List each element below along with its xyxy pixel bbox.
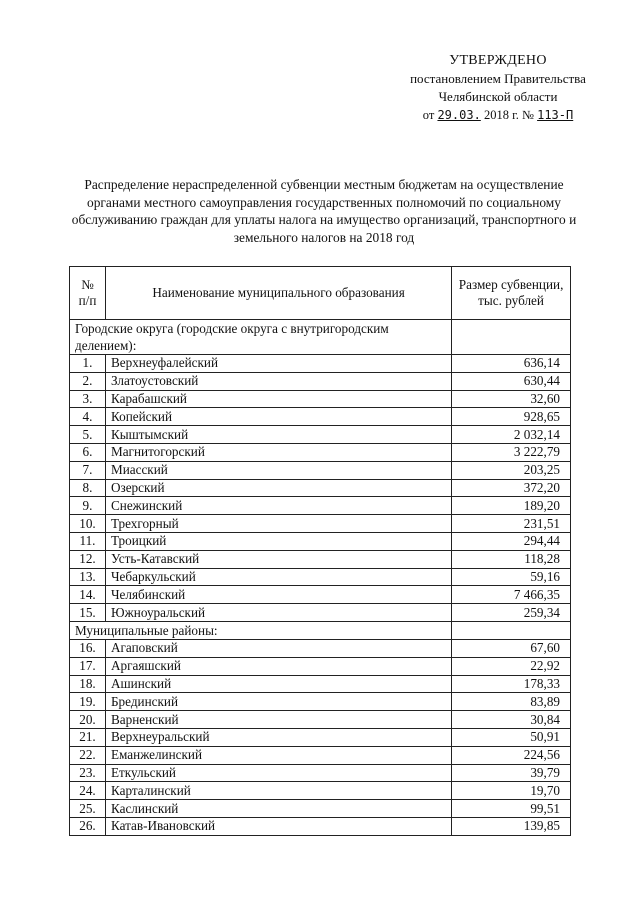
row-number: 19. <box>70 693 106 711</box>
row-number: 8. <box>70 479 106 497</box>
table-row <box>70 604 571 622</box>
row-number: 3. <box>70 390 106 408</box>
row-name: Карталинский <box>105 782 451 800</box>
row-name: Ашинский <box>105 675 451 693</box>
row-amount: 83,89 <box>452 693 571 711</box>
row-number: 15. <box>70 604 106 622</box>
row-name: Трехгорный <box>105 515 451 533</box>
table-row <box>70 390 571 408</box>
table-row <box>70 372 571 390</box>
row-amount: 189,20 <box>452 497 571 515</box>
row-name: Катав-Ивановский <box>105 817 451 835</box>
row-name: Верхнеуфалейский <box>105 355 451 373</box>
table-row <box>70 479 571 497</box>
approval-heading: УТВЕРЖДЕНО <box>449 53 547 68</box>
date-prefix: от <box>422 108 435 122</box>
year-suffix: 2018 г. № <box>483 108 534 122</box>
section-amount-empty <box>452 621 571 639</box>
row-amount: 99,51 <box>452 800 571 818</box>
row-name: Каслинский <box>105 800 451 818</box>
subvention-table <box>69 266 571 836</box>
row-amount: 22,92 <box>452 657 571 675</box>
row-amount: 139,85 <box>452 817 571 835</box>
table-row <box>70 782 571 800</box>
table-row <box>70 746 571 764</box>
row-number: 16. <box>70 639 106 657</box>
table-row <box>70 639 571 657</box>
row-name: Усть-Катавский <box>105 550 451 568</box>
row-number: 7. <box>70 461 106 479</box>
row-name: Чебаркульский <box>105 568 451 586</box>
table-row <box>70 711 571 729</box>
section-row <box>70 621 571 639</box>
row-amount: 3 222,79 <box>452 443 571 461</box>
row-number: 24. <box>70 782 106 800</box>
row-number: 18. <box>70 675 106 693</box>
row-number: 11. <box>70 532 106 550</box>
header-amount: Размер субвенции, тыс. рублей <box>452 267 571 320</box>
section-amount-empty <box>452 320 571 355</box>
table-row <box>70 443 571 461</box>
row-amount: 178,33 <box>452 675 571 693</box>
approval-number: 113-П <box>537 108 574 122</box>
table-row <box>70 515 571 533</box>
table-row <box>70 550 571 568</box>
approval-block <box>380 52 616 124</box>
row-name: Верхнеуральский <box>105 728 451 746</box>
row-name: Кыштымский <box>105 426 451 444</box>
row-amount: 636,14 <box>452 355 571 373</box>
row-name: Аргаяшский <box>105 657 451 675</box>
row-amount: 32,60 <box>452 390 571 408</box>
section-label: Городские округа (городские округа с внутригородским делением): <box>70 320 452 355</box>
table-row <box>70 764 571 782</box>
row-number: 17. <box>70 657 106 675</box>
table-body <box>70 320 571 836</box>
row-name: Еманжелинский <box>105 746 451 764</box>
row-amount: 630,44 <box>452 372 571 390</box>
row-number: 9. <box>70 497 106 515</box>
row-amount: 19,70 <box>452 782 571 800</box>
row-number: 13. <box>70 568 106 586</box>
table-row <box>70 657 571 675</box>
row-amount: 39,79 <box>452 764 571 782</box>
row-name: Троицкий <box>105 532 451 550</box>
row-number: 1. <box>70 355 106 373</box>
row-number: 26. <box>70 817 106 835</box>
table-row <box>70 497 571 515</box>
row-name: Брединский <box>105 693 451 711</box>
row-name: Варненский <box>105 711 451 729</box>
row-name: Южноуральский <box>105 604 451 622</box>
section-row <box>70 320 571 355</box>
row-number: 20. <box>70 711 106 729</box>
document-title: Распределение нераспределенной субвенции местным бюджетам на осуществление органами местного самоуправления государственных полномочий по социальному обслуживанию граждан для уплаты налога на имущество организаций, транспортного и земельного налогов на 2018 год <box>71 177 577 245</box>
table-row <box>70 568 571 586</box>
table-row <box>70 426 571 444</box>
row-number: 5. <box>70 426 106 444</box>
table-row <box>70 586 571 604</box>
approval-date: 29.03. <box>437 108 481 122</box>
row-amount: 118,28 <box>452 550 571 568</box>
row-number: 21. <box>70 728 106 746</box>
section-label: Муниципальные районы: <box>70 621 452 639</box>
row-name: Озерский <box>105 479 451 497</box>
row-name: Еткульский <box>105 764 451 782</box>
row-number: 2. <box>70 372 106 390</box>
table-row <box>70 461 571 479</box>
row-amount: 2 032,14 <box>452 426 571 444</box>
header-num: № п/п <box>70 267 106 320</box>
approval-date-line <box>380 106 616 124</box>
approval-line-1: постановлением Правительства <box>410 71 586 86</box>
row-amount: 294,44 <box>452 532 571 550</box>
row-amount: 30,84 <box>452 711 571 729</box>
row-amount: 231,51 <box>452 515 571 533</box>
table-row <box>70 817 571 835</box>
header-name: Наименование муниципального образования <box>105 267 451 320</box>
row-amount: 203,25 <box>452 461 571 479</box>
row-amount: 928,65 <box>452 408 571 426</box>
table-header-row <box>70 267 571 320</box>
row-name: Магнитогорский <box>105 443 451 461</box>
row-number: 25. <box>70 800 106 818</box>
row-number: 22. <box>70 746 106 764</box>
approval-line-2: Челябинской области <box>438 89 558 104</box>
row-amount: 7 466,35 <box>452 586 571 604</box>
row-name: Снежинский <box>105 497 451 515</box>
row-name: Агаповский <box>105 639 451 657</box>
row-amount: 50,91 <box>452 728 571 746</box>
row-name: Челябинский <box>105 586 451 604</box>
row-number: 6. <box>70 443 106 461</box>
row-amount: 67,60 <box>452 639 571 657</box>
table-row <box>70 355 571 373</box>
table-row <box>70 800 571 818</box>
table-row <box>70 693 571 711</box>
row-name: Карабашский <box>105 390 451 408</box>
row-number: 12. <box>70 550 106 568</box>
row-name: Златоустовский <box>105 372 451 390</box>
row-name: Копейский <box>105 408 451 426</box>
table-row <box>70 408 571 426</box>
row-number: 14. <box>70 586 106 604</box>
row-amount: 372,20 <box>452 479 571 497</box>
row-number: 10. <box>70 515 106 533</box>
row-amount: 224,56 <box>452 746 571 764</box>
row-name: Миасский <box>105 461 451 479</box>
table-row <box>70 675 571 693</box>
table-row <box>70 532 571 550</box>
row-number: 4. <box>70 408 106 426</box>
row-number: 23. <box>70 764 106 782</box>
row-amount: 59,16 <box>452 568 571 586</box>
row-amount: 259,34 <box>452 604 571 622</box>
table-row <box>70 728 571 746</box>
